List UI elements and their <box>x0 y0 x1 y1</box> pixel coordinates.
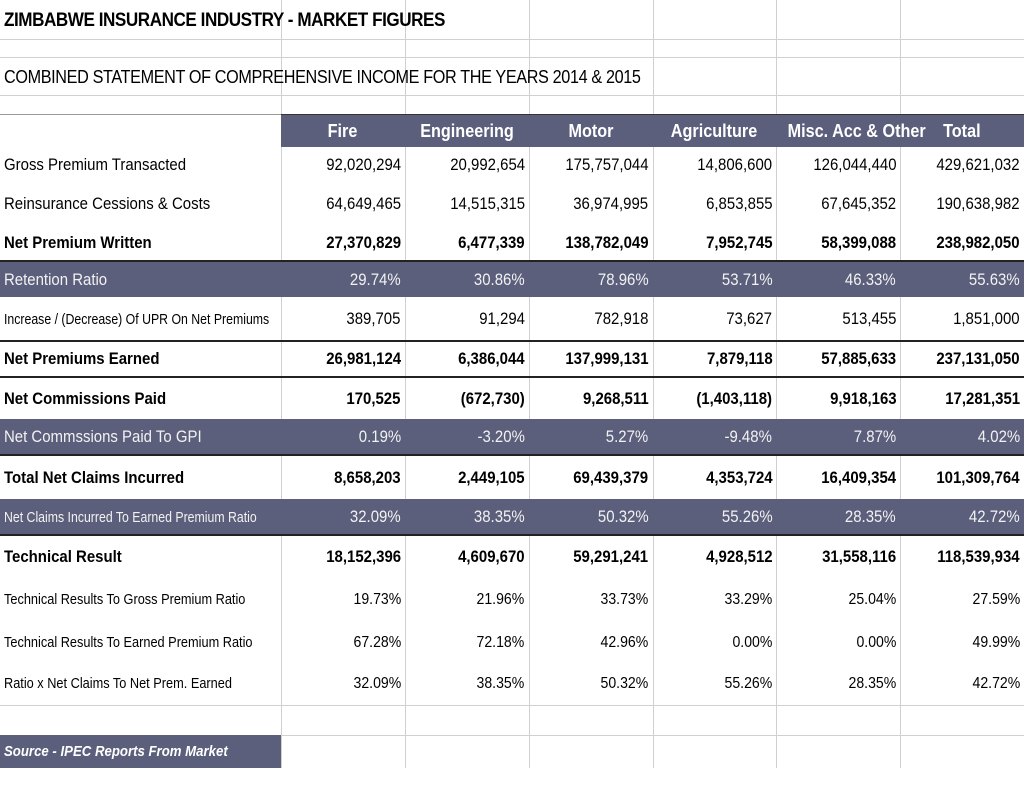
value-cell[interactable]: 14,515,315 <box>449 194 525 213</box>
grid-line <box>0 39 1024 40</box>
value-cell[interactable]: 49.99% <box>972 634 1020 651</box>
value-cell[interactable]: 513,455 <box>842 308 897 328</box>
row-label[interactable]: Gross Premium Transacted <box>4 155 187 174</box>
table-row <box>0 455 1024 499</box>
table-row <box>0 341 1024 377</box>
value-cell[interactable]: 92,020,294 <box>325 155 401 174</box>
value-cell[interactable]: 38.35% <box>476 675 525 692</box>
source-note: Source - IPEC Reports From Market Returns <box>0 735 281 768</box>
value-cell[interactable]: 38.35% <box>405 499 529 535</box>
value-cell[interactable]: 9,268,511 <box>582 388 649 408</box>
value-cell[interactable]: 389,705 <box>346 308 401 328</box>
sheet-title: ZIMBABWE INSURANCE INDUSTRY - MARKET FIGURES <box>4 10 445 31</box>
value-cell[interactable]: 4,609,670 <box>458 546 525 566</box>
value-cell[interactable]: 17,281,351 <box>945 388 1020 408</box>
column-header-agriculture[interactable]: Agriculture <box>652 115 776 148</box>
value-cell[interactable]: 30.86% <box>405 261 529 297</box>
table-row <box>0 225 1024 261</box>
value-cell[interactable]: 0.00% <box>856 634 897 651</box>
value-cell[interactable]: 55.26% <box>724 675 773 692</box>
value-cell[interactable]: 42.72% <box>900 499 1024 535</box>
value-cell[interactable]: 18,152,396 <box>325 546 401 566</box>
income-statement-table <box>0 114 1024 705</box>
row-label[interactable]: Net Premium Written <box>4 232 152 252</box>
value-cell[interactable]: 59,291,241 <box>573 546 649 566</box>
value-cell[interactable]: 138,782,049 <box>565 232 649 252</box>
value-cell[interactable]: 782,918 <box>594 308 649 328</box>
value-cell[interactable]: 33.73% <box>600 591 649 608</box>
column-header-total[interactable]: Total <box>900 115 1024 148</box>
value-cell[interactable]: 6,386,044 <box>458 349 525 368</box>
row-label[interactable]: Retention Ratio <box>0 261 281 297</box>
table-row <box>0 183 1024 225</box>
value-cell[interactable]: 67,645,352 <box>821 194 897 213</box>
grid-line <box>0 57 1024 58</box>
grid-line <box>0 705 1024 706</box>
value-cell[interactable]: -9.48% <box>652 419 776 455</box>
value-cell[interactable]: 42.96% <box>600 634 649 651</box>
value-cell[interactable]: 238,982,050 <box>936 232 1020 252</box>
value-cell[interactable]: 6,853,855 <box>705 194 773 213</box>
value-cell[interactable]: 58,399,088 <box>821 232 897 252</box>
value-cell[interactable]: 32.09% <box>281 499 405 535</box>
row-label[interactable]: Total Net Claims Incurred <box>4 467 185 487</box>
row-label[interactable]: Net Commissions Paid <box>4 388 167 408</box>
table-row <box>0 623 1024 663</box>
value-cell[interactable]: 25.04% <box>848 591 897 608</box>
value-cell[interactable]: 126,044,440 <box>812 155 897 174</box>
value-cell[interactable]: 27.59% <box>972 591 1020 608</box>
value-cell[interactable]: 55.63% <box>900 261 1024 297</box>
header-row <box>0 115 1024 148</box>
value-cell[interactable]: 2,449,105 <box>458 467 525 487</box>
value-cell[interactable]: 91,294 <box>478 308 525 328</box>
value-cell[interactable]: 78.96% <box>529 261 653 297</box>
column-header-misc[interactable]: Misc. Acc & Other <box>776 115 900 148</box>
row-label[interactable]: Increase / (Decrease) Of UPR On Net Premiums <box>4 310 270 328</box>
row-label[interactable]: Net Premiums Earned <box>4 349 160 368</box>
value-cell[interactable]: 36,974,995 <box>573 194 649 213</box>
value-cell[interactable]: -3.20% <box>405 419 529 455</box>
value-cell[interactable]: 19.73% <box>353 591 401 608</box>
table-row <box>0 577 1024 623</box>
value-cell[interactable]: 7,879,118 <box>706 349 773 368</box>
table-row <box>0 535 1024 577</box>
value-cell[interactable]: 55.26% <box>652 499 776 535</box>
value-cell[interactable]: (1,403,118) <box>696 388 773 408</box>
header-blank-cell <box>0 115 281 148</box>
row-label[interactable]: Technical Results To Gross Premium Ratio <box>4 591 246 608</box>
value-cell[interactable]: 67.28% <box>353 634 401 651</box>
value-cell[interactable]: 429,621,032 <box>936 155 1020 174</box>
value-cell[interactable]: 31,558,116 <box>822 546 897 566</box>
value-cell[interactable]: 237,131,050 <box>936 349 1020 368</box>
grid-line <box>0 95 1024 96</box>
value-cell[interactable]: 118,539,934 <box>937 546 1020 566</box>
row-label[interactable]: Net Commssions Paid To GPI <box>0 419 281 455</box>
sheet-subtitle: COMBINED STATEMENT OF COMPREHENSIVE INCOME FOR THE YEARS 2014 & 2015 <box>4 67 641 87</box>
value-cell[interactable]: 20,992,654 <box>449 155 525 174</box>
value-cell[interactable]: 9,918,163 <box>829 388 897 408</box>
value-cell[interactable]: 16,409,354 <box>821 467 897 487</box>
table-row <box>0 663 1024 705</box>
value-cell[interactable]: 4,928,512 <box>705 546 773 566</box>
value-cell[interactable]: 32.09% <box>353 675 401 692</box>
row-label[interactable]: Technical Results To Earned Premium Ratio <box>4 634 253 651</box>
value-cell[interactable]: 42.72% <box>972 675 1020 692</box>
value-cell[interactable]: 53.71% <box>652 261 776 297</box>
value-cell[interactable]: 50.32% <box>529 499 653 535</box>
value-cell[interactable]: 64,649,465 <box>325 194 401 213</box>
column-header-fire[interactable]: Fire <box>281 115 405 148</box>
value-cell[interactable]: 50.32% <box>600 675 649 692</box>
value-cell[interactable]: 72.18% <box>476 634 525 651</box>
value-cell[interactable]: 1,851,000 <box>953 308 1020 328</box>
value-cell[interactable]: 6,477,339 <box>458 232 525 252</box>
row-label[interactable]: Technical Result <box>4 546 122 566</box>
value-cell[interactable]: 8,658,203 <box>334 467 401 487</box>
value-cell[interactable]: 33.29% <box>724 591 773 608</box>
value-cell[interactable]: 28.35% <box>848 675 897 692</box>
value-cell[interactable]: 28.35% <box>776 499 900 535</box>
value-cell[interactable]: 69,439,379 <box>573 467 649 487</box>
table-row <box>0 297 1024 341</box>
value-cell[interactable]: 5.27% <box>529 419 653 455</box>
value-cell[interactable]: 29.74% <box>281 261 405 297</box>
column-header-motor[interactable]: Motor <box>529 115 653 148</box>
row-label[interactable]: Ratio x Net Claims To Net Prem. Earned <box>4 675 232 692</box>
value-cell[interactable]: 170,525 <box>346 388 401 408</box>
value-cell[interactable]: 4,353,724 <box>705 467 773 487</box>
value-cell[interactable]: 57,885,633 <box>821 349 897 368</box>
table-row <box>0 377 1024 419</box>
column-header-engineering[interactable]: Engineering <box>405 115 529 148</box>
value-cell[interactable]: 26,981,124 <box>325 349 401 368</box>
value-cell[interactable]: 190,638,982 <box>936 194 1020 213</box>
table-row <box>0 499 1024 535</box>
value-cell[interactable]: 101,309,764 <box>936 467 1020 487</box>
value-cell[interactable]: 175,757,044 <box>565 155 649 174</box>
value-cell[interactable]: 46.33% <box>776 261 900 297</box>
value-cell[interactable]: 0.19% <box>281 419 405 455</box>
value-cell[interactable]: 7.87% <box>776 419 900 455</box>
value-cell[interactable]: 27,370,829 <box>325 232 401 252</box>
table-row <box>0 419 1024 455</box>
value-cell[interactable]: 7,952,745 <box>705 232 773 252</box>
value-cell[interactable]: 14,806,600 <box>697 155 773 174</box>
row-label[interactable]: Reinsurance Cessions & Costs <box>4 194 211 213</box>
table-row <box>0 261 1024 297</box>
value-cell[interactable]: 21.96% <box>476 591 525 608</box>
value-cell[interactable]: (672,730) <box>460 388 525 408</box>
value-cell[interactable]: 0.00% <box>732 634 773 651</box>
value-cell[interactable]: 4.02% <box>900 419 1024 455</box>
value-cell[interactable]: 73,627 <box>726 308 773 328</box>
table-row <box>0 147 1024 183</box>
value-cell[interactable]: 137,999,131 <box>565 349 649 368</box>
row-label[interactable]: Net Claims Incurred To Earned Premium Ratio <box>0 499 281 535</box>
